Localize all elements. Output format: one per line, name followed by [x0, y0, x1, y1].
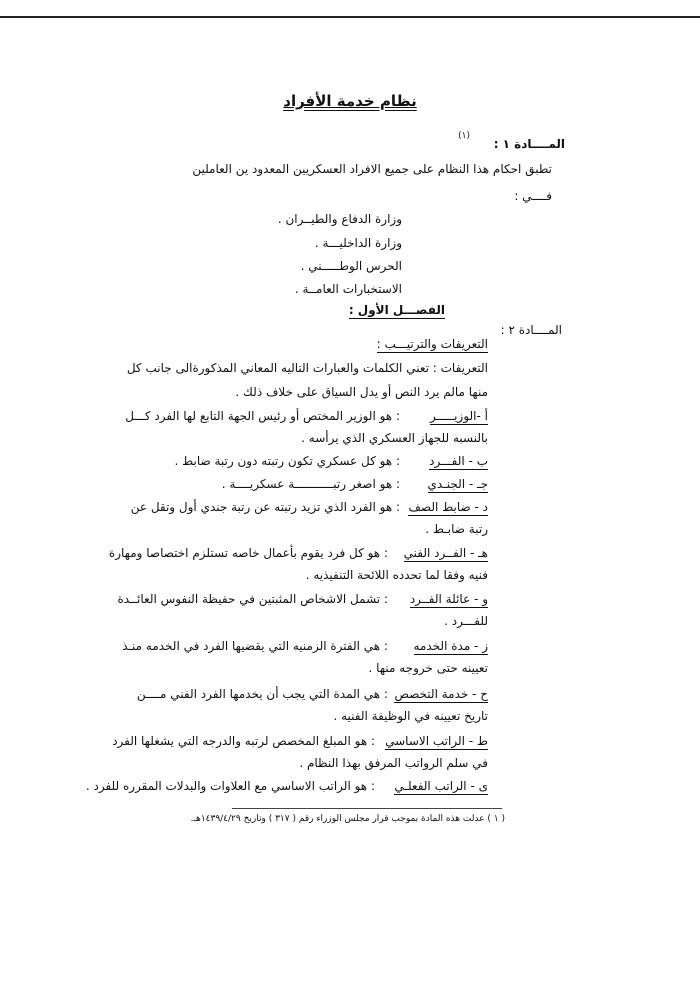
definition-term: ط - الراتب الاساسي [385, 734, 488, 748]
definition-text: : هو المبلغ المخصص لرتبه والدرجه التي يشغلها الفرد [112, 734, 375, 748]
definition-text: : هو الفرد الذي تزيد رتبته عن رتبة جندي أول وتقل عن [130, 500, 400, 514]
article-2-label: المــــادة ٢ : [500, 323, 562, 337]
article-1-footnote-mark: (١) [458, 131, 470, 141]
definition-text: للفـــرد . [444, 614, 488, 628]
top-rule [0, 16, 700, 18]
definition-text: : هو كل عسكري تكون رتبته دون رتبة ضابط . [174, 454, 400, 468]
definition-text: في سلم الرواتب المرفق بهذا النظام . [299, 756, 488, 770]
article-1-label: المــــادة ١ : [493, 137, 565, 151]
definition-text: رتبة ضابـط . [425, 522, 488, 536]
definition-term: ى - الراتب الفعلـي [394, 779, 488, 793]
definition-text: : هو اصغر رتبـــــــــــة عسكريــــة . [221, 477, 400, 491]
definition-text: : تشمل الاشخاص المثبتين في حفيظة النفوس العائــدة [117, 592, 388, 606]
definition-term: هـ - الفــرد الفني [403, 546, 488, 560]
definition-text: : هو الوزير المختص أو رئيس الجهة التابع لها الفرد كـــل [125, 409, 400, 423]
definitions-intro-line-1: التعريفات : تعني الكلمات والعبارات التاليه المعاني المذكورةالى جانب كل [126, 361, 488, 375]
ministry-item: الحرس الوطـــــني . [300, 259, 402, 273]
definition-text: فنيه وفقا لما تحدده اللائحة التنفيذيه . [305, 568, 488, 582]
definition-term: و - عائلة الفــرد [409, 592, 488, 606]
definition-text: : هي الفترة الزمنيه التي يقضيها الفرد في الخدمه منـذ [122, 639, 388, 653]
ministry-item: وزارة الداخليـــة . [314, 236, 402, 250]
definition-text: بالنسبه للجهاز العسكري الذي يرأسه . [301, 431, 488, 445]
definition-text: تعيينه حتى خروجه منها . [368, 661, 488, 675]
footnote: ( ١ ) عدلت هذه المادة بموجب قرار مجلس الوزراء رقم ( ٣١٧ ) وتاريخ ١٤٣٩/٤/٢٩هـ. [190, 814, 505, 824]
footnote-rule [232, 808, 502, 809]
definition-text: تاريخ تعيينه في الوظيفة الفنيه . [333, 709, 488, 723]
ministry-item: الاستخبارات العامــة . [294, 282, 402, 296]
chapter-1-heading: الفصـــل الأول : [348, 303, 445, 317]
definition-term: ب - الفـــرد [429, 454, 488, 468]
definition-text: : هي المدة التي يجب أن يخدمها الفرد الفني مــــن [136, 687, 388, 701]
definition-term: ح - خدمة التخصص [394, 687, 488, 701]
in-label: فــــي : [514, 189, 552, 203]
definition-text: : هو كل فرد يقوم بأعمال خاصه تستلزم اختصاصا ومهارة [108, 546, 388, 560]
definition-term: ز - مدة الخدمه [413, 639, 488, 653]
ministry-item: وزارة الدفاع والطيــران . [277, 212, 402, 226]
definitions-intro-line-2: منها مالم يرد النص أو يدل السياق على خلاف ذلك . [235, 385, 488, 399]
definition-term: جـ - الجنـدي [427, 477, 488, 491]
definition-text: : هو الراتب الاساسي مع العلاوات والبدلات المقرره للفرد . [85, 779, 375, 793]
definition-term: أ -الوزيـــــر [429, 409, 488, 423]
intro-line: تطبق احكام هذا النظام على جميع الافراد العسكريين المعدود ين العاملين [192, 162, 552, 176]
article-2-heading: التعريفات والترتيـــب : [376, 337, 488, 351]
document-title: نظام خدمة الأفراد [283, 92, 417, 110]
definition-term: د - ضابط الصف [408, 500, 488, 514]
